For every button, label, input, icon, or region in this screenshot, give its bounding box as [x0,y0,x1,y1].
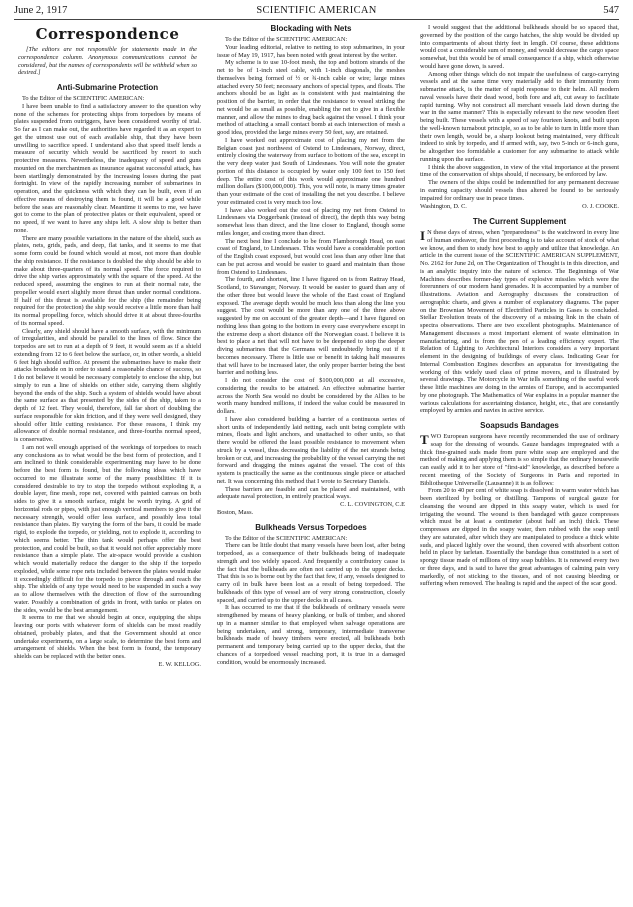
signature: O. J. COOKE. [582,203,619,211]
paragraph: I have worked out approximate cost of placing my net from the Belgian coast just northwest of Ostend to Lindesnaes, Norway, direct, entirely closing the waterway from surface to bottom of the sea, except in the very deep water just South of Lindesnaes. You will note the greater portion of this distance is occupied by water only 100 feet to 150 feet deep. The entire cost of this work would approximate one hundred million dollars ($100,000,000). This, you will note, is many times greater than your estimate of the cost of installing the net you describe. I believe your estimated cost is very much too low. [217,136,405,206]
paragraph: I have also considered building a barrier of a continuous series of short units of independently laid netting, each unit being complete with mines, floats and light anchors, and unattached to other units, so that there would be offered the least possible resistance to movement when struck by a vessel, thus decreasing the liability of the net strands being broken or cut, and increasing the probability of the vessel carrying the net forward and dragging the mines against the vessel. The cost of this system is practically the same as the continuous single piece or attached net. It was concerning this method that I wrote to Secretary Daniels. [217,415,405,485]
header-rule [14,19,619,20]
paragraph: The fourth, and shortest, line I have figured on is from Rattray Head, Scotland, to Stavanger, Norway. It would be easier to guard than any of the other three but would leave the whole of the East coast of England exposed. The average depth would be much less than along the line you suggest. The cost would be more than any one of the three above suggested by me on account of the greater depth—and I have figured on nothing less than going to the bottom in every case everywhere except in the extreme deep a short distance off the Norwegian coast. I believe it is best to place a net that will not have to be deepened to stop the deeper diving submarines that the Germans will undoubtedly bring out if it becomes necessary. There is little use or benefit in taking half measures that will have to be increased later, the only proper barrier being the best barrier and nothing less. [217,276,405,377]
paragraph: I think the above suggestion, in view of the vital importance at the present time of the conservation of ships should, if necessary, be enforced by law. [420,163,619,179]
magazine-title: SCIENTIFIC AMERICAN [256,5,377,16]
paragraph [420,433,619,487]
page-number: 547 [603,5,619,16]
paragraph: Among other things which do not impair the usefulness of cargo-carrying vessels and at the same time very materially add to their immunity from submarine attack, is the matter of rapid response to their helm. All modern naval vessels have their dead wood, both fore and aft, cut away to facilitate rapid turning. Why not construct all merchant vessels laid down during the war in the same manner? This is especially relevant to the new wooden fleet being built. These vessels with a speed of say fourteen knots, and built upon the well-known turnabout principle, so as to be able to turn in little more than their own length, would be, a sharp lookout being maintained, very difficult indeed to sink by torpedo, and if armed with, say, two 5-inch or 6-inch guns, be altogether too formidable a customer for any submarine to attack while running upon the surface. [420,70,619,163]
paragraph: From 20 to 40 per cent of white soap is dissolved in warm water which has been sterilized by boiling or distilling. Tampons of surgical gauze for cleansing the wound are dipped in this soapy water, which is used for irrigating the wound. The wound is then bandaged with gauze compresses which must be at least a centimeter (about half an inch) thick. These compresses are dipped in the soapy water, then rubbed with the soap until they are saturated, after which they are manipulated to produce a thick white suds, and placed lightly over the wound, then covered with absorbent cotton held in place by tarletan. Essentially the bandage thus constituted is a sort of spongy tissue made of millions of tiny soap bubbles. It is renewed every two or three days, and is said to have the great advantages of calming pain very markedly, of not sticking to the tissues, and of not causing bleeding or suffering when removed. The healing is rapid and the aspect of the scar good. [420,487,619,588]
paragraph: It has occurred to me that if the bulkheads of ordinary vessels were strengthened by means of heavy planking, or bulk of timber, and shored up in a manner similar to that employed when salvage operations are being undertaken, and strong, temporary, intermediate transverse bulkheads made of heavy timbers were erected, all bulkheads both permanent and temporary being carried up to the upper decks, that the chances of a torpedoed vessel reaching port, it is true in a damaged condition, would be enormously increased. [217,604,405,666]
paragraph: I do not consider the cost of $100,000,000 at all excessive, considering the results to be attained. An effective submarine barrier across the North Sea would no doubt be considered by the Allies to be worth many hundred millions, if indeed the value could be measured in dollars. [217,377,405,415]
salutation: To the Editor of the SCIENTIFIC AMERICAN: [225,36,348,43]
paragraph: Your leading editorial, relative to netting to stop submarines, in your issue of May 19, 1917, has been noted with great interest by the writer. [217,43,405,59]
sign-off [420,203,619,211]
editor-note: [The editors are not responsible for statements made in the correspondence column. Anonymous communications cannot be considered, but the names of correspondents will be withheld when so desired.] [18,46,197,77]
paragraph: These barriers are feasible and can be placed and maintained, with adequate naval protection, in entirely practical ways. [217,485,405,501]
place: Boston, Mass. [217,508,254,516]
article-title: Bulkheads Versus Torpedoes [255,522,367,532]
paragraph-text: WO European surgeons have recently recommended the use of ordinary soap for the dressing of wounds. Gauze bandages impregnated with a thick fine-grained suds made from pure white soap are employed and the method of making and applying them is so simple that the ordinary housewife can easily add it to her store of "first-aid" knowledge, as described before a recent meeting of the Society of Surgeons in Paris and reported in Bibliotheque Universelle (Lausanne) it is as follows: [420,433,619,487]
place: Washington, D. C. [420,203,467,211]
paragraph [420,229,619,415]
article-title: Soapsuds Bandages [480,421,559,430]
article-title: Blockading with Nets [270,24,352,33]
paragraph: My scheme is to use 10-foot mesh, the top and bottom strands of the net to be of 1-inch steel cable, with 1-inch diagonals, the meshes themselves being formed of ½ or ¾-inch cable or wire; large mines attached every 50 feet; necessary anchors of special types, and floats. The anchors should be as light as is consistent with just maintaining the position of the barrier, in order that the resistance to vessel striking the net would be as small as possible, enabling the net to give in a flexible manner, and allow the mines to drag back against the vessel. I think your method of attaching a small contact bomb at each intersection of mesh a good idea, provided the large mines every 50 feet, say, are retained. [217,59,405,136]
section-heading: Correspondence [35,25,180,43]
column-1 [14,24,201,902]
column-2 [217,24,405,902]
salutation: To the Editor of the SCIENTIFIC AMERICAN: [225,534,348,542]
signature: E. W. KELLOG. [158,660,201,668]
article-title: The Current Supplement [472,217,567,226]
paragraph: I am not well enough apprised of the workings of torpedoes to reach any conclusions as to what would be the best form of protection, and I am inclined to think considerable experimenting may have to be done before the best form is found, but the following ideas which have occurred to me illustrate some of the many possibilities: If it is considered desirable to try to stop the torpedo without exploding it, a double layer, fine mesh, rope net, covered with painted canvas on both sides to give it a smooth surface, might be worth trying. A grid of horizontal rods or pipes, with just enough vertical members to give it the necessary strength, would offer less surface, and possibly less total resistance than plates. By varying the form of the bars, it could be made rigid, to explode the torpedo, or yielding, not to explode it, according to which seems better. The thin tank would perhaps offer the best protection, and could be built, so that it would not offer appreciably more resistance than a simple plate. The air-space would provide a cushion which would materially reduce the danger to the ship if the torpedo exploded, while some rope nets included between the plates would make it exceedingly difficult for the torpedo to pierce through and reach the ship. The shields of any type would need to be suspended in such a way as to allow themselves with the direction of flow of the surrounding water. Possibly a combination of grids in front, with tanks or plates on the sides, would be the best arrangement. [14,443,201,614]
paragraph: I have been unable to find a satisfactory answer to the question why none of the schemes for protecting ships from torpedoes by means of plates suspended from outriggers, have been considered worthy of trial. So far as I can make out, the authorities have regarded it as an expert to get the utmost use out of each available ship, that they have been unwilling to sacrifice speed. I understand also that speed itself lends a measure of security which would be sacrificed by resort to such protective measures. Nevertheless, the inadequacy of speed and guns mounted on the merchantmen as insurance against successful attack, has been startlingly demonstrated by the increasing losses during the past fortnight. In view of the rapidly increasing number of submarines in operation, and the quickness with which they can be built, even if an effective means of destroying them is found, it will be a good while before the seas are reasonably clear. Meantime it seems to me, we have got to come to the plan of protective plates or their equivalent, speed or no speed, if we want to have any ships left. A slow ship is better than none. [14,102,201,234]
drop-cap: T [420,432,429,447]
salutation: To the Editor of the SCIENTIFIC AMERICAN: [22,95,145,102]
column-3 [420,24,619,902]
paragraph: I have also worked out the cost of placing my net from Ostend to Lindesnaes via Doggerbank (instead of direct), the depth this way being somewhat less than direct, and the line closer to England, though some miles longer, and costing more than direct. [217,206,405,237]
issue-date: June 2, 1917 [14,5,68,16]
paragraph-text: N these days of stress, when "preparedness" is the watchword in every line of human endeavor, the first proceeding is to take account of stock of what we know, and then to study how best to apply and utilize that knowledge. An article in the current issue of the SCIENTIFIC AMERICAN SUPPLEMENT, No. 2162 for June 2d, on The Organization of Thought is in this direction, and is an analytic inquiry into the nature of science. The Beginnings of War Machines describes former-day types of explosive missiles which were the forerunners of our modern hand grenades. It is accompanied by a number of illustrations. Aviation and Aerography discusses the construction of aerographic charts, and gives a number of explanatory diagrams. The paper on the Brownian Movement of Electrified Particles in Gases is concluded. Stellar Evolution treats of the discovery of a missing link in the chain of spectra observations. There are two excellent photographs. Maintenance of Management discusses a most important element of waste elimination in manufacturing, and is from the pen of a leading efficiency expert. The Relation of Lighting to Architectural Interiors considers a very important element in the designing of buildings of every class. Indicating Gear for Internal Combustion Engines describes an apparatus for investigating the working of this widely used class of prime movers, and is illustrated by several drawings. The Motorcycle in War tells something of the useful work these little machines are doing in the armies of Europe, and is accompanied by one photograph. The Mathematics of War explains in a popular manner the various calculations for ascertaining distance, height, etc., that are constantly employed by armies and navies in active service. [420,229,619,415]
drop-cap: I [420,228,426,243]
page-header [14,5,619,17]
paragraph: Clearly, any shield should have a smooth surface, with the minimum of irregularities, and should be parallel to the lines of flow. Since the torpedos are set to run at a depth of 9 feet, it would seem as if a shield extending from 12 to 6 feet below the surface, or, in other words, a shield 6 feet high should suffice. At present the submarines have to make their attacks broadside on in order to stand a reasonable chance of success, so I do not believe it would be necessary completely to enclose the ship, but simply to run a line of shields on either side, carrying them slightly beyond the ends of the ship. Such a system of shields would have about the same surface as that presented by the sides of the ship, taken to a depth of 12 feet. They would, therefore, fall far short of doubling the surface responsible for skin friction, and if they were well designed, they should offer little cutting resistance. For these reasons, I think my allowance of double normal resistance, and three-fourths normal speed, is conservative. [14,327,201,443]
paragraph: The owners of the ships could be indemnified for any permanent decrease in earning capacity should vessels thus altered be found to be seriously impaired for ordinary use in peace times. [420,179,619,202]
paragraph: There can be little doubt that many vessels have been lost, after being torpedoed, as a consequence of their bulkheads being of inadequate strength and too widely spaced. And frequently a contributory cause is the fact that the bulkheads are often not carried up to the upper decks. That this is so is borne out by the fact that few, if any, vessels designed to carry oil in bulk have been lost as a result of being torpedoed. The bulkheads of this type of vessel are of very strong construction, closely spaced, and carried up to the upper decks in all cases. [217,542,405,604]
signature: C. L. COVINGTON, C.E [340,501,405,508]
paragraph: The next best line I conclude to be from Flamborough Head, on east coast of England, to Lindesnaes. This would have a considerable portion of the English coast exposed, but would cost less than any other line that can be put across and would be easier to guard and maintain than those from Ostend to Lindesnaes. [217,237,405,276]
paragraph: It seems to me that we should begin at once, equipping the ships leaving our ports with whatever form of shields can be most readily obtained, probably plates, and that the Government should at once undertake experiments, on a large scale, to determine the best form and arrangement of shields. When the best form is found, the temporary shields can be replaced with the better ones. [14,614,201,660]
article-title: Anti-Submarine Protection [56,83,159,92]
paragraph: There are many possible variations in the nature of the shield, such as plates, nets, grids, pads, and deep, flat tanks, and it seems to me that some form could be found which would at most, not more than double the ship resistance. If the resistance is doubled the ship should be able to make about three-quarters of its normal speed. The force required to drive the ship varies approximately with the square of the speed. At the reduced speed, assuming the engines to run at their normal rate, the propeller would exert slightly more thrust than under normal conditions. If half of this thrust is available for the ship (the remainder being required for the protection) the ship would receive a little more than half its normal propelling force, which should drive it at about three-fourths of its normal speed. [14,234,201,327]
paragraph: I would suggest that the additional bulkheads should be so spaced that, governed by the position of the cargo hatches, the ship would be divided up into compartments of about thirty feet in length. Of course, these additions would cost a considerable sum of money, and would decrease the cargo space somewhat, but this would be of small consequence if a ship, which otherwise would have gone down, is saved. [420,24,619,70]
